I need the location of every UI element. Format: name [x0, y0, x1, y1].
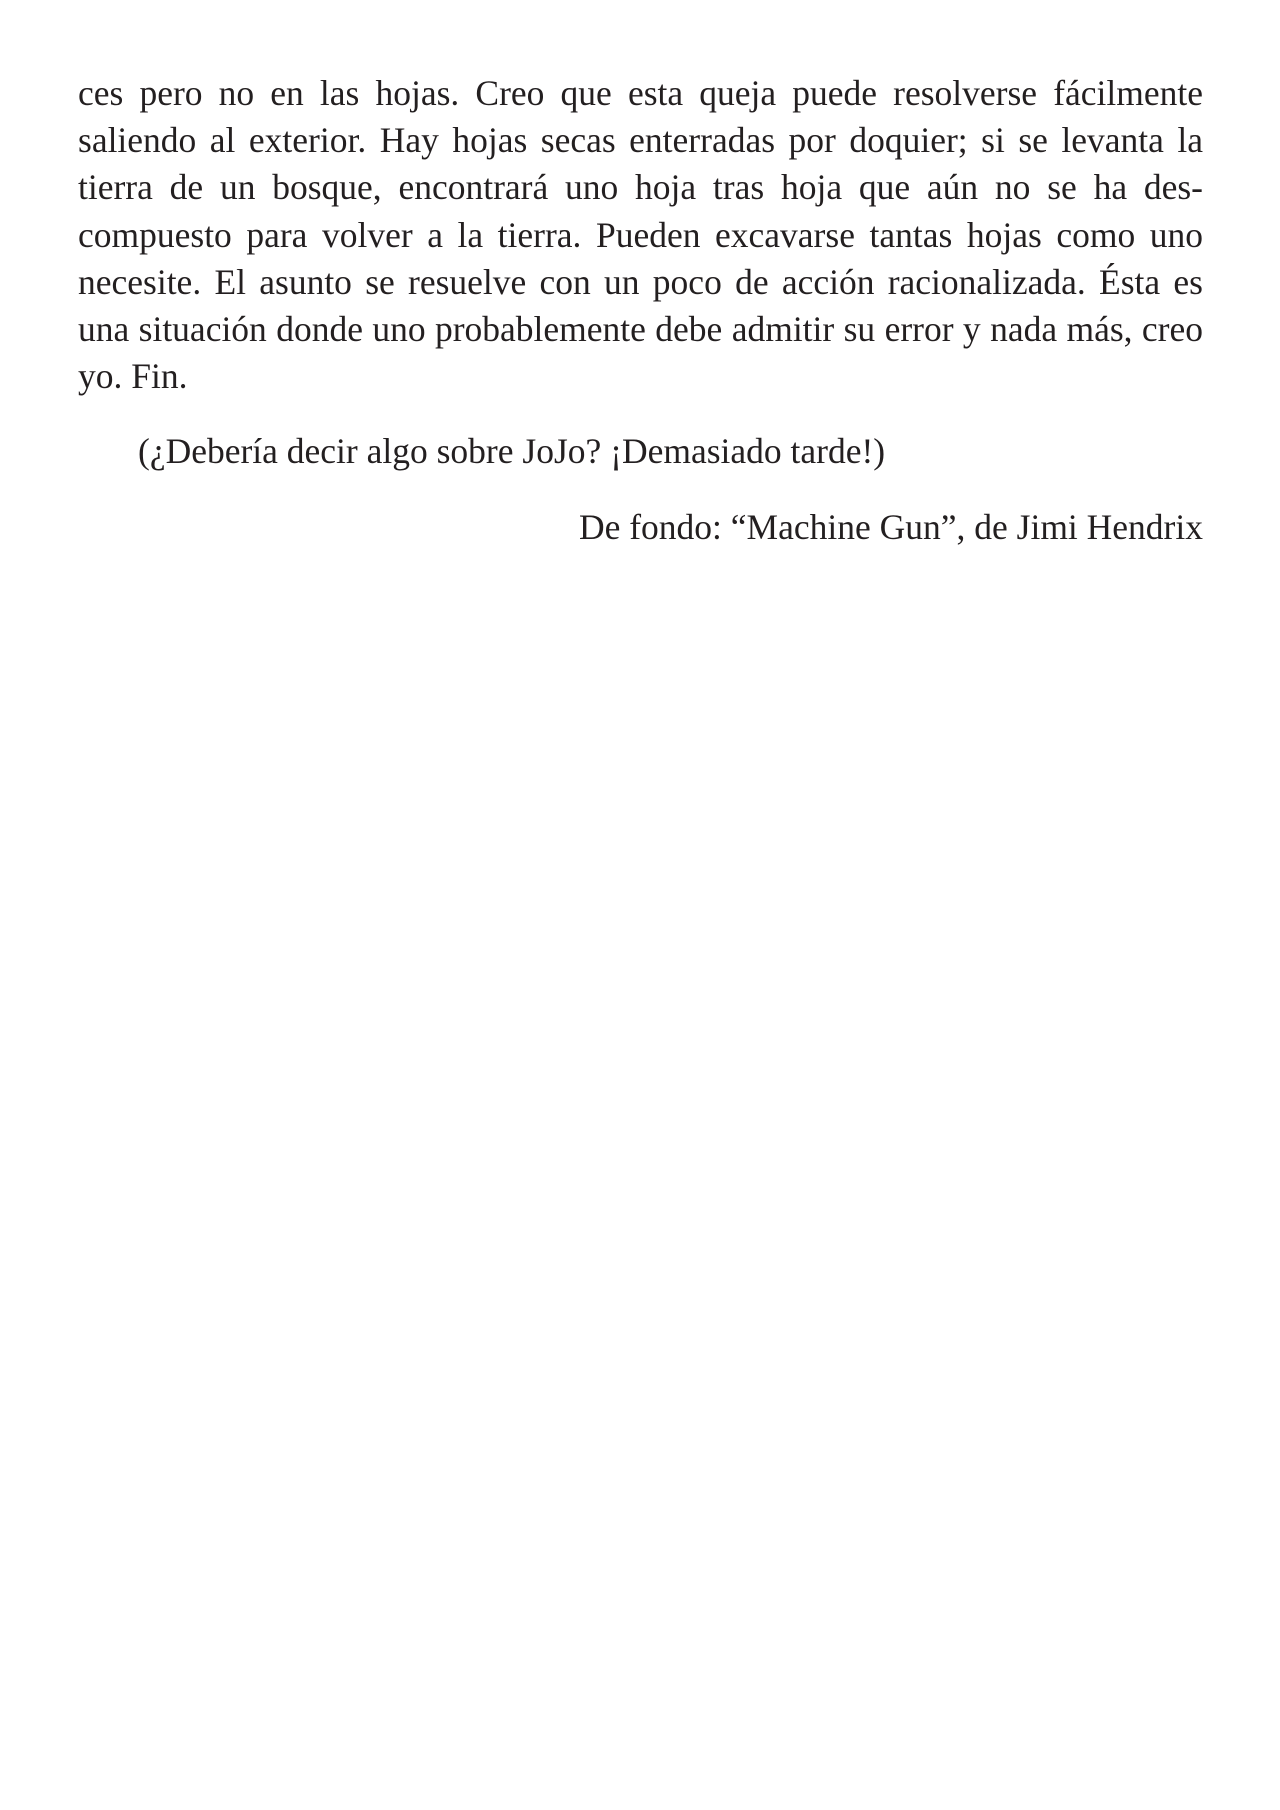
- music-credit: De fondo: “Machine Gun”, de Jimi Hendrix: [578, 506, 1203, 547]
- body-paragraph: ces pero no en las hojas. Creo que esta queja puede resolverse fácilmente saliendo al exterior. Hay hojas secas enterradas por doquier; si se levanta la tierra de un bosque, encontrará uno hoja tras hoja que aún no se ha descompuesto para volver a la tierra. Pueden excavarse tantas hojas como uno necesite. El asunto se resuelve con un poco de acción racionalizada. Ésta es una situación donde uno probablemente debe admitir su error y nada más, creo yo. Fin.: [78, 73, 1203, 397]
- page-content: [78, 70, 1203, 551]
- aside-note: (¿Debería decir algo sobre JoJo? ¡Demasiado tarde!): [138, 431, 886, 472]
